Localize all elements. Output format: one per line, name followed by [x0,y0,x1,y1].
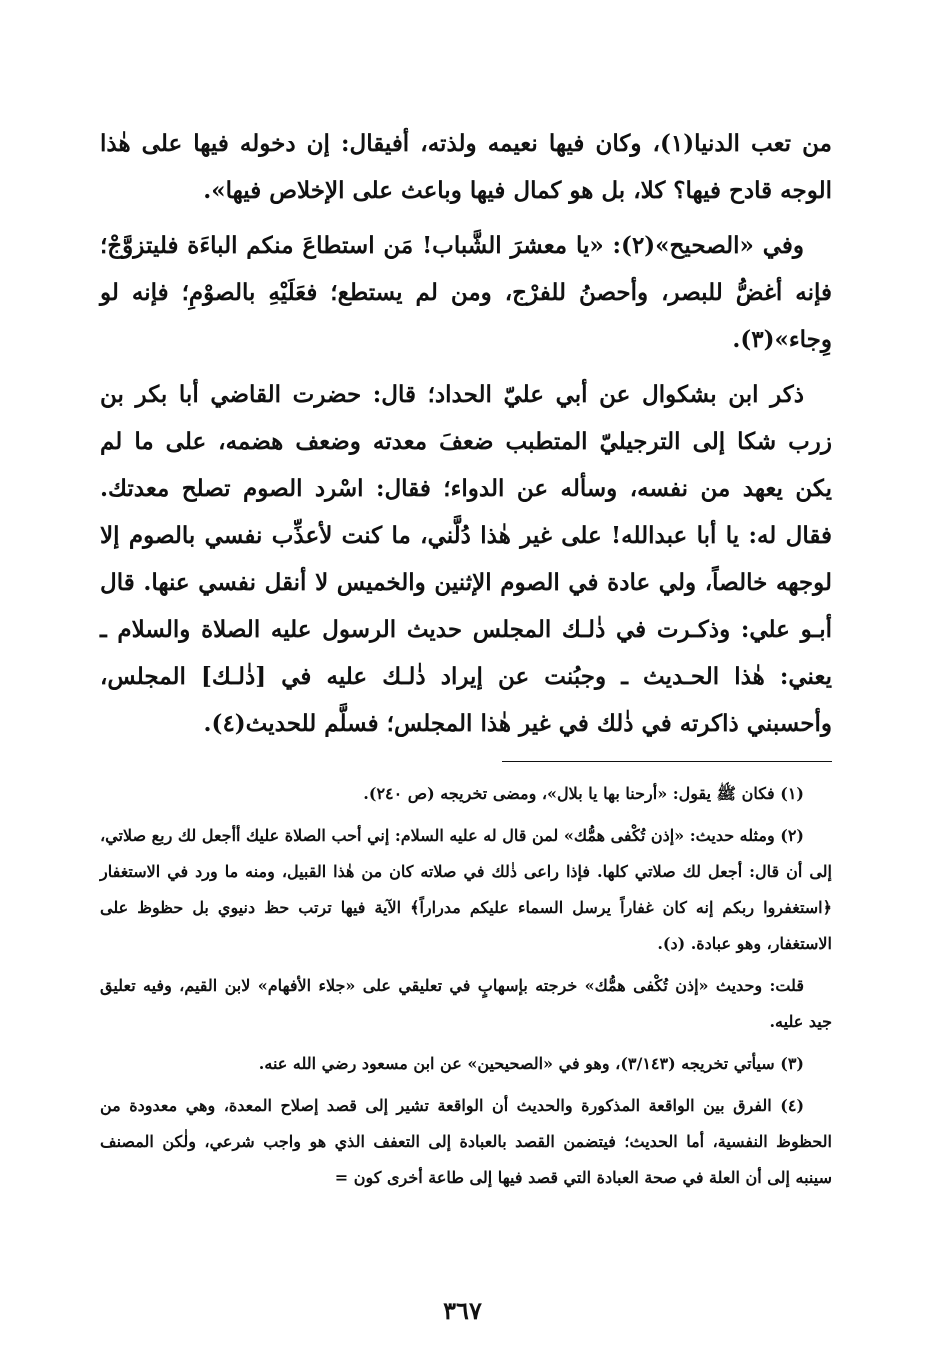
page-number: ٣٦٧ [443,1296,482,1325]
paragraph-3-text: ذكر ابن بشكوال عن أبي عليّ الحداد؛ قال: حضرت القاضي أبا بكر بن زرب شكا إلى الترجيليّ المتطبب ضعفَ معدته وضعف هضمه، على ما لم يكن يعهد من نفسه، وسأله عن الدواء؛ فقال: اسْرد الصوم تصلح معدتك. فقال له: يا أبا عبدالله! على غير هٰذا دُلَّني، ما كنت لأعذِّب نفسي بالصوم إلا لوجهه خالصاً، ولي عادة في الصوم الإثنين والخميس لا أنقل نفسي عنها. قال أبـو علي: وذكـرت في ذٰلـك المجلس حديث الرسول عليه الصلاة والسلام ـ يعني: هٰذا الحـديث ـ وجبُنت عن إيراد ذٰلـك عليه في [ذٰلـك] المجلس، وأحسبني ذاكرته في ذٰلك في غير هٰذا المجلس؛ فسلَّم للحديث(٤). [100,381,832,737]
paragraph-2 [100,222,832,363]
paragraph-1: من تعب الدنيا(١)، وكان فيها نعيمه ولذته، أفيقال: إن دخوله فيها على هٰذا الوجه قادح فيها؟ كلا، بل هو كمال فيها وباعث على الإخلاص فيها». [100,130,832,204]
footnote-4 [100,1088,832,1196]
footnotes [100,776,832,1196]
footnote-divider [502,761,832,762]
footnote-3 [100,1046,832,1082]
footnote-1 [100,776,832,812]
paragraph-3 [100,371,832,747]
footnote-2-text: (٢) ومثله حديث: «إذن تُكْفى همُّك» لمن قال له عليه السلام: إني أحب الصلاة عليك أأجعل لك ربع صلاتي، إلى أن قال: أجعل لك صلاتي كلها. فإذا راعى ذٰلك في صلاته كان من هٰذا القبيل، ومنه ما ورد في الاستغفار ﴿استغفروا ربكم إنه كان غفاراً يرسل السماء عليكم مدراراً﴾ الآية فيها ترتب حظ دنيوي بل حظوظ على الاستغفار، وهو عبادة. (د). [99,826,832,953]
paragraph-2-text: وفي «الصحيح»(٢): «يا معشرَ الشَّباب! مَن استطاعَ منكم الباءَة فليتزوَّجْ؛ فإنه أغضُّ للبصر، وأحصنُ للفرْج، ومن لم يستطع؛ فعَلَيْهِ بالصوْمِ؛ فإنه لو وِجاء»(٣). [100,232,832,353]
footnote-1-text: (١) فكان ﷺ يقول: «أرحنا بها يا بلال»، ومضى تخريجه (ص ٢٤٠). [363,784,804,803]
page-content [100,120,832,1202]
footnote-4-text: (٤) الفرق بين الواقعة المذكورة والحديث أن الواقعة تشير إلى قصد إصلاح المعدة، وهي معدودة من الحظوظ النفسية، أما الحديث؛ فيتضمن القصد بالعبادة إلى التعفف الذي هو واجب شرعي، ولٰكن المصنف سينبه إلى أن العلة في صحة العبادة التي قصد فيها إلى طاعة أخرى كون = [100,1096,833,1187]
footnote-3-text: (٣) سيأتي تخريجه (٣/١٤٣)، وهو في «الصحيحين» عن ابن مسعود رضي الله عنه. [258,1054,804,1073]
main-text [100,120,832,747]
footnote-note-text: قلت: وحديث «إذن تُكْفى همُّك» خرجته بإسهابٍ في تعليقي على «جلاء الأفهام» لابن القيم، وفيه تعليق جيد عليه. [100,976,832,1031]
footnote-2 [100,818,832,962]
footnote-note [100,968,832,1040]
